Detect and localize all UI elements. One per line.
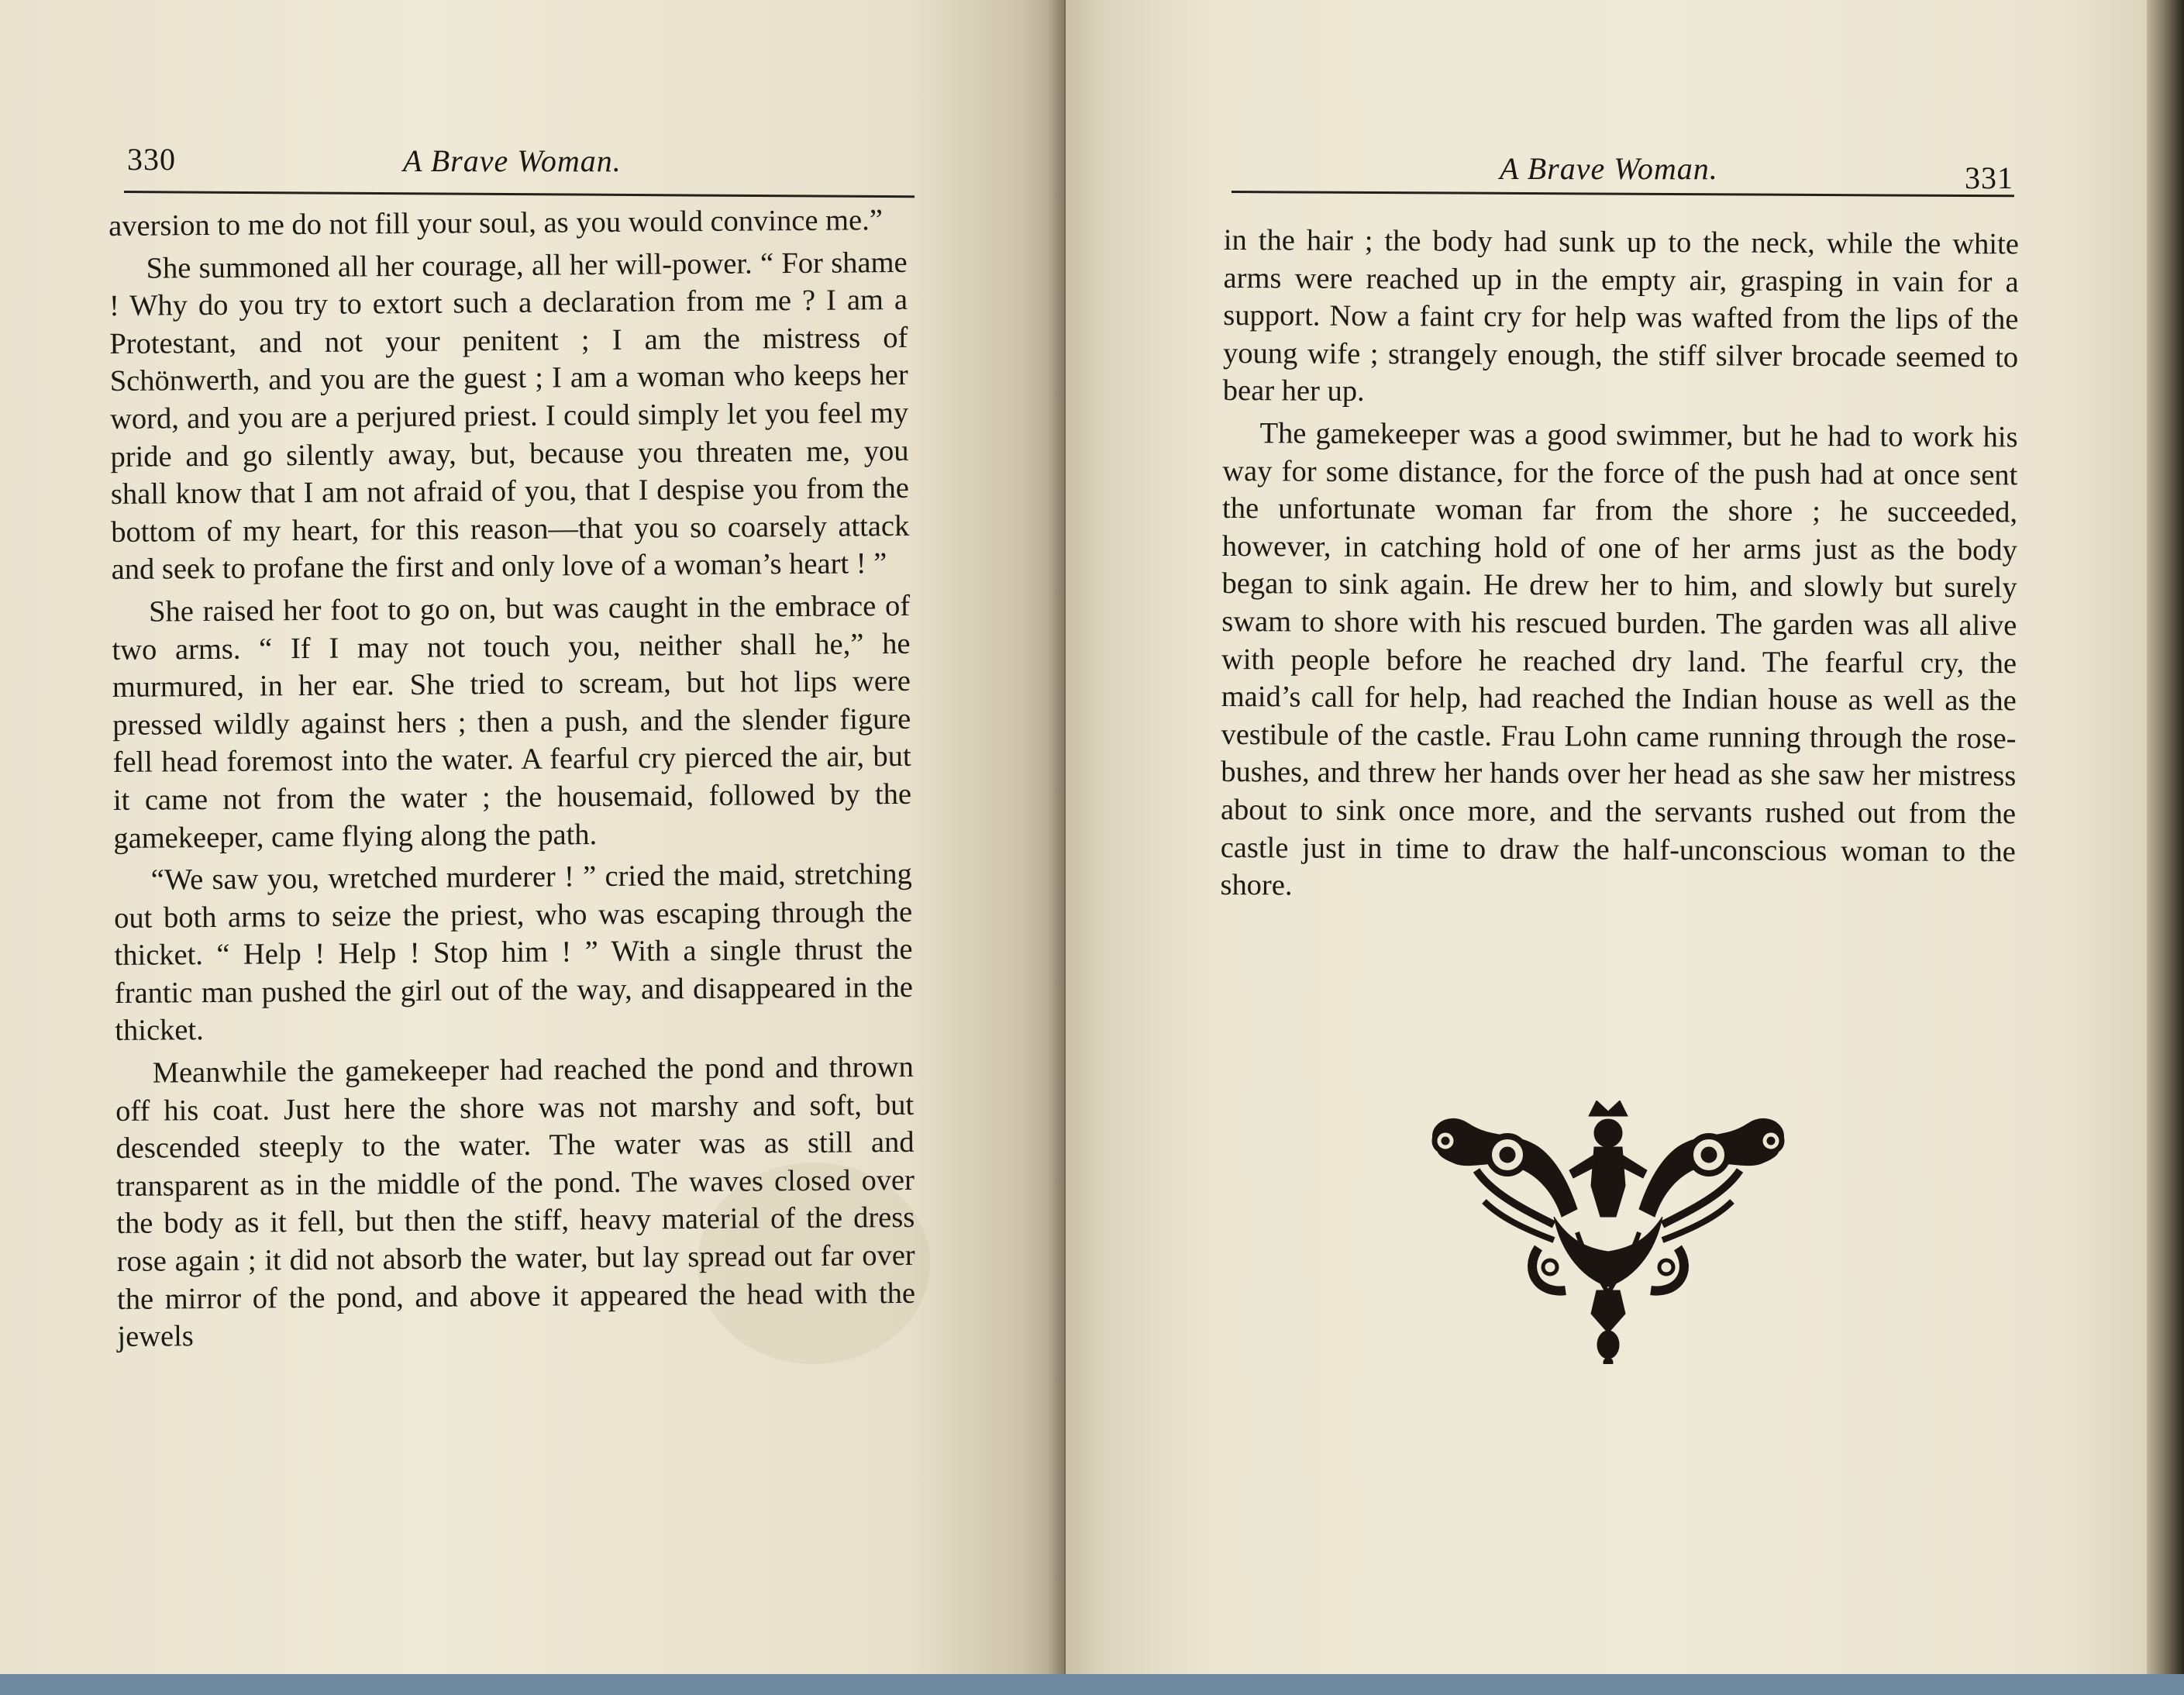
paragraph: She raised her foot to go on, but was caught in the embrace of two arms. “ If I may not touch you, neither shall he,” he murmured, in her ear. She tried to scream, but hot lips were pressed wildly against hers ; then a push, and the slender figure fell head foremost into the water. A fearful cry pierced the air, but it came not from the water ; the housemaid, followed by the gamekeeper, came flying along the path.: [112, 589, 912, 855]
left-header-rule: [124, 191, 915, 198]
right-page: [1066, 0, 2147, 1695]
scan-background-strip: [0, 1674, 2184, 1695]
paragraph: The gamekeeper was a good swimmer, but he had to work his way for some distance, for the force of the push had at once sent the unfortunate woman far from the shore ; he succeeded, however, in catching hold of one of her arms just as the body began to sink again. He drew her to him, and slowly but surely swam to shore with his rescued burden. The garden was all alive with people before he reached dry land. The fearful cry, the maid’s call for help, had reached the Indian house as well as the vestibule of the castle. Frau Lohn came running through the rose-bushes, and threw her hands over her head as she saw her mistress about to sink once more, and the servants rushed out from the castle just in time to draw the half-unconscious woman to the shore.: [1220, 417, 2018, 902]
left-page-number: 330: [127, 142, 176, 177]
left-page: [0, 0, 1066, 1695]
right-header-rule: [1232, 191, 2014, 197]
right-running-head: A Brave Woman.: [1500, 151, 1718, 186]
right-page-number: 331: [1965, 160, 2013, 195]
left-running-head: A Brave Woman.: [403, 143, 622, 178]
left-body-text: [109, 202, 916, 1361]
paragraph: “We saw you, wretched murderer ! ” cried the maid, stretching out both arms to seize the priest, who was escaping through the thicket. “ Help ! Help ! Stop him ! ” With a single thrust the frantic man pushed the girl out of the way, and disappeared in the thicket.: [114, 857, 914, 1048]
paragraph: in the hair ; the body had sunk up to the neck, while the white arms were reached up in the empty air, grasping in vain for a support. Now a faint cry for help was wafted from the lips of the young wife ; strangely enough, the stiff silver brocade seemed to bear her up.: [1222, 223, 2019, 408]
paragraph: She summoned all her courage, all her will-power. “ For shame ! Why do you try to extort such a declaration from me ? I am a Protestant, and not your penitent ; I am the mistress of Schönwerth, and you are the guest ; I am a woman who keeps her word, and you are a perjured priest. I could simply let you feel my pride and go silently away, but, because you threaten me, you shall know that I am not afraid of you, that I despise you from the bottom of my heart, for this reason—that you so coarsely attack and seek to profane the first and only love of a woman’s heart ! ”: [109, 246, 910, 587]
paragraph: Meanwhile the gamekeeper had reached the pond and thrown off his coat. Just here the shore was not marshy and soft, but descended steeply to the water. The water was as still and transparent as in the middle of the pond. The waves closed over the body as it fell, but then the stiff, heavy material of the dress rose again ; it did not absorb the water, but lay spread out far over the mirror of the pond, and above it appeared the head with the jewels: [115, 1050, 916, 1354]
paragraph: aversion to me do not fill your soul, as you would convince me.”: [109, 204, 883, 243]
right-page-edge: [2147, 0, 2184, 1695]
right-body-text: [1220, 222, 2019, 913]
mermaid-scroll-ornament-icon: [1422, 1101, 1794, 1364]
